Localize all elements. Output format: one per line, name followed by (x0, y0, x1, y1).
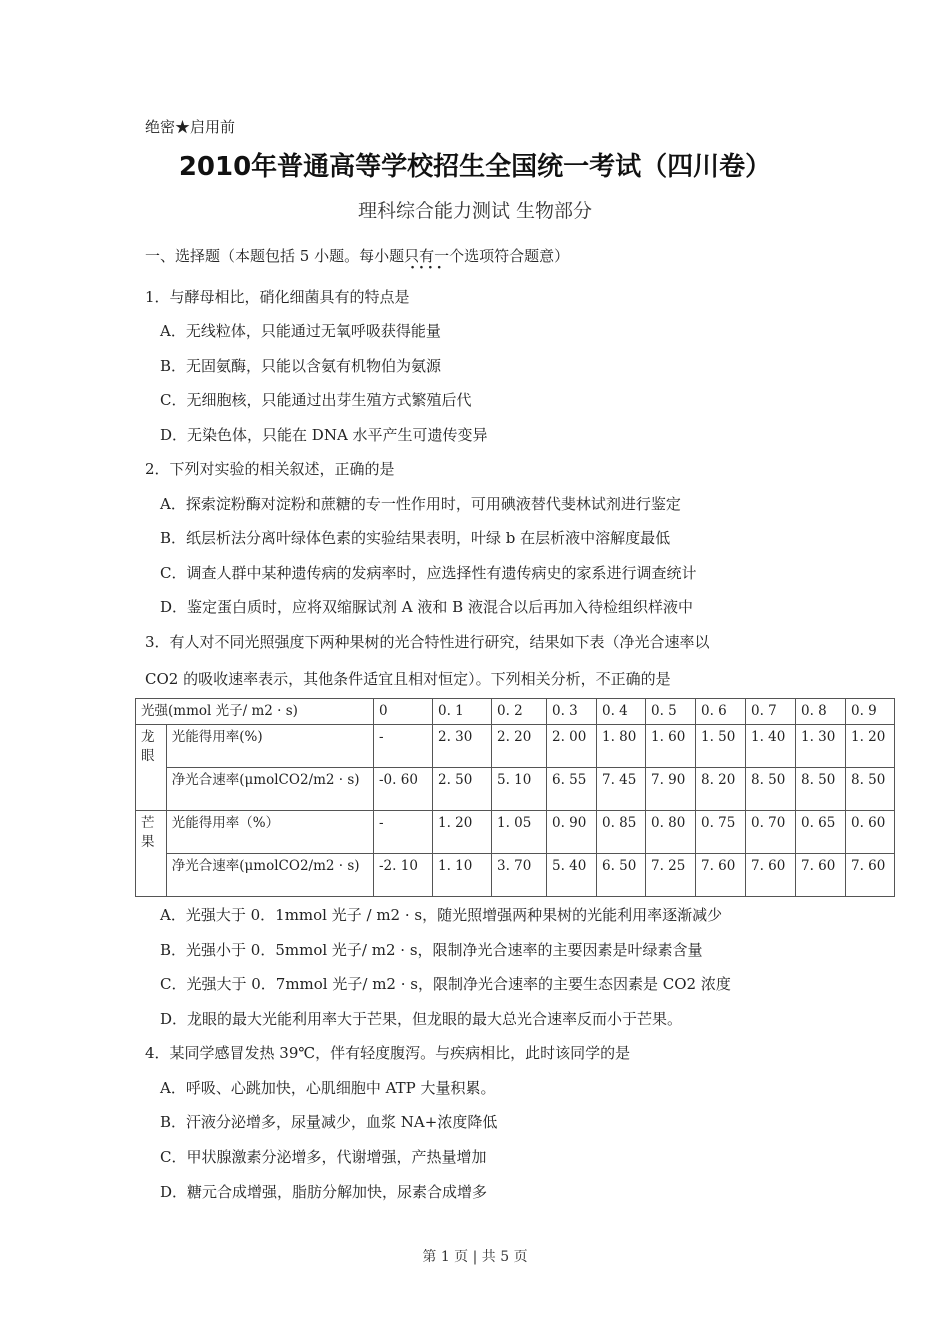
table-cell: 3. 70 (492, 854, 547, 897)
row-label: 净光合速率(μmolCO2/m2 · s) (166, 854, 373, 897)
question-4-option-b: B．汗液分泌增多，尿量减少，血浆 NA+浓度降低 (160, 1113, 498, 1131)
section-heading (145, 245, 569, 266)
group-label-longan: 龙眼 (136, 725, 167, 811)
table-cell: 5. 10 (492, 768, 547, 811)
question-1-stem: 1．与酵母相比，硝化细菌具有的特点是 (145, 288, 410, 306)
table-row (136, 854, 895, 897)
table-cell: 0. 85 (597, 811, 646, 854)
table-cell: 6. 50 (597, 854, 646, 897)
table-cell: 7. 25 (646, 854, 696, 897)
question-2-option-c: C．调查人群中某种遗传病的发病率时，应选择性有遗传病史的家系进行调查统计 (160, 564, 697, 582)
table-cell: 1. 80 (597, 725, 646, 768)
table-cell: 7. 60 (746, 854, 796, 897)
table-cell: -0. 60 (374, 768, 433, 811)
table-cell: 1. 20 (846, 725, 895, 768)
row-label: 光能得用率（%） (166, 811, 373, 854)
question-2-stem: 2．下列对实验的相关叙述，正确的是 (145, 460, 395, 478)
table-header-cell: 0. 7 (746, 699, 796, 725)
section-heading-after: 选项符合题意） (464, 247, 570, 265)
table-header-label: 光强(mmol 光子/ m2 · s) (136, 699, 374, 725)
table-cell: 7. 45 (597, 768, 646, 811)
table-cell: 7. 90 (646, 768, 696, 811)
table-cell: 6. 55 (547, 768, 597, 811)
table-cell: 2. 20 (492, 725, 547, 768)
question-2-option-a: A．探索淀粉酶对淀粉和蔗糖的专一性作用时，可用碘液替代斐林试剂进行鉴定 (160, 495, 681, 513)
question-3-stem-line-1: 3．有人对不同光照强度下两种果树的光合特性进行研究，结果如下表（净光合速率以 (145, 633, 710, 651)
group-label-mango: 芒果 (136, 811, 167, 897)
table-cell: 1. 30 (796, 725, 846, 768)
table-header-cell: 0. 1 (433, 699, 492, 725)
question-1-option-a: A．无线粒体，只能通过无氧呼吸获得能量 (160, 322, 441, 340)
table-header-cell: 0. 3 (547, 699, 597, 725)
table-header-cell: 0. 2 (492, 699, 547, 725)
question-3-option-b: B．光强小于 0．5mmol 光子/ m2 · s，限制净光合速率的主要因素是叶绿素含量 (160, 941, 703, 959)
table-cell: 1. 50 (696, 725, 746, 768)
table-cell: 5. 40 (547, 854, 597, 897)
question-2-option-d: D．鉴定蛋白质时，应将双缩脲试剂 A 液和 B 液混合以后再加入待检组织样液中 (160, 598, 693, 616)
table-cell: 2. 00 (547, 725, 597, 768)
question-4-option-d: D．糖元合成增强，脂肪分解加快，尿素合成增多 (160, 1183, 488, 1201)
question-4-stem: 4．某同学感冒发热 39℃，伴有轻度腹泻。与疾病相比，此时该同学的是 (145, 1044, 631, 1062)
question-3-option-c: C．光强大于 0．7mmol 光子/ m2 · s，限制净光合速率的主要生态因素是 CO2 浓度 (160, 975, 731, 993)
question-3-option-d: D．龙眼的最大光能利用率大于芒果，但龙眼的最大总光合速率反而小于芒果。 (160, 1010, 683, 1028)
question-4-option-c: C．甲状腺激素分泌增多，代谢增强，产热量增加 (160, 1148, 487, 1166)
table-cell: -2. 10 (374, 854, 433, 897)
table-cell: 2. 50 (433, 768, 492, 811)
row-label: 光能得用率(%) (166, 725, 373, 768)
table-cell: 2. 30 (433, 725, 492, 768)
table-cell: 1. 60 (646, 725, 696, 768)
table-cell: 7. 60 (846, 854, 895, 897)
table-header-row (136, 699, 895, 725)
question-1-option-b: B．无固氨酶，只能以含氨有机物伯为氨源 (160, 357, 442, 375)
section-heading-emphasis: 只有一个 ···· (404, 247, 464, 265)
table-cell: 0. 80 (646, 811, 696, 854)
page-title: 2010年普通高等学校招生全国统一考试（四川卷） (178, 152, 772, 182)
table-row (136, 768, 895, 811)
table-header-cell: 0. 6 (696, 699, 746, 725)
table-cell: - (374, 811, 433, 854)
question-4-option-a: A．呼吸、心跳加快，心肌细胞中 ATP 大量积累。 (160, 1079, 496, 1097)
confidential-mark: 绝密★启用前 (145, 118, 236, 136)
question-3-option-a: A．光强大于 0．1mmol 光子 / m2 · s，随光照增强两种果树的光能利用率逐渐减少 (160, 906, 723, 924)
question-3-stem-line-2: CO2 的吸收速率表示，其他条件适宜且相对恒定）。下列相关分析，不正确的是 (145, 670, 671, 688)
page-subtitle: 理科综合能力测试 生物部分 (357, 200, 593, 222)
table-header-cell: 0. 5 (646, 699, 696, 725)
table-cell: 0. 60 (846, 811, 895, 854)
table-cell: 8. 50 (796, 768, 846, 811)
table-cell: 7. 60 (796, 854, 846, 897)
table-cell: - (374, 725, 433, 768)
table-cell: 8. 50 (846, 768, 895, 811)
question-2-option-b: B．纸层析法分离叶绿体色素的实验结果表明，叶绿 b 在层析液中溶解度最低 (160, 529, 671, 547)
table-cell: 1. 40 (746, 725, 796, 768)
table-cell: 0. 90 (547, 811, 597, 854)
table-header-cell: 0. 9 (846, 699, 895, 725)
question-1-option-c: C．无细胞核，只能通过出芽生殖方式繁殖后代 (160, 391, 472, 409)
question-1-option-d: D．无染色体，只能在 DNA 水平产生可遗传变异 (160, 426, 488, 444)
table-cell: 8. 20 (696, 768, 746, 811)
table-cell: 7. 60 (696, 854, 746, 897)
row-label: 净光合速率(μmolCO2/m2 · s) (166, 768, 373, 811)
table-header-cell: 0 (374, 699, 433, 725)
table-cell: 1. 20 (433, 811, 492, 854)
table-header-cell: 0. 4 (597, 699, 646, 725)
section-heading-before: 一、选择题（本题包括 5 小题。每小题 (145, 247, 405, 265)
table-cell: 1. 05 (492, 811, 547, 854)
table-row (136, 725, 895, 768)
table-row (136, 811, 895, 854)
table-cell: 0. 75 (696, 811, 746, 854)
table-cell: 0. 70 (746, 811, 796, 854)
table-cell: 1. 10 (433, 854, 492, 897)
table-cell: 0. 65 (796, 811, 846, 854)
table-cell: 8. 50 (746, 768, 796, 811)
page-footer: 第 1 页 | 共 5 页 (422, 1249, 528, 1265)
table-header-cell: 0. 8 (796, 699, 846, 725)
photosynthesis-table (135, 698, 895, 897)
